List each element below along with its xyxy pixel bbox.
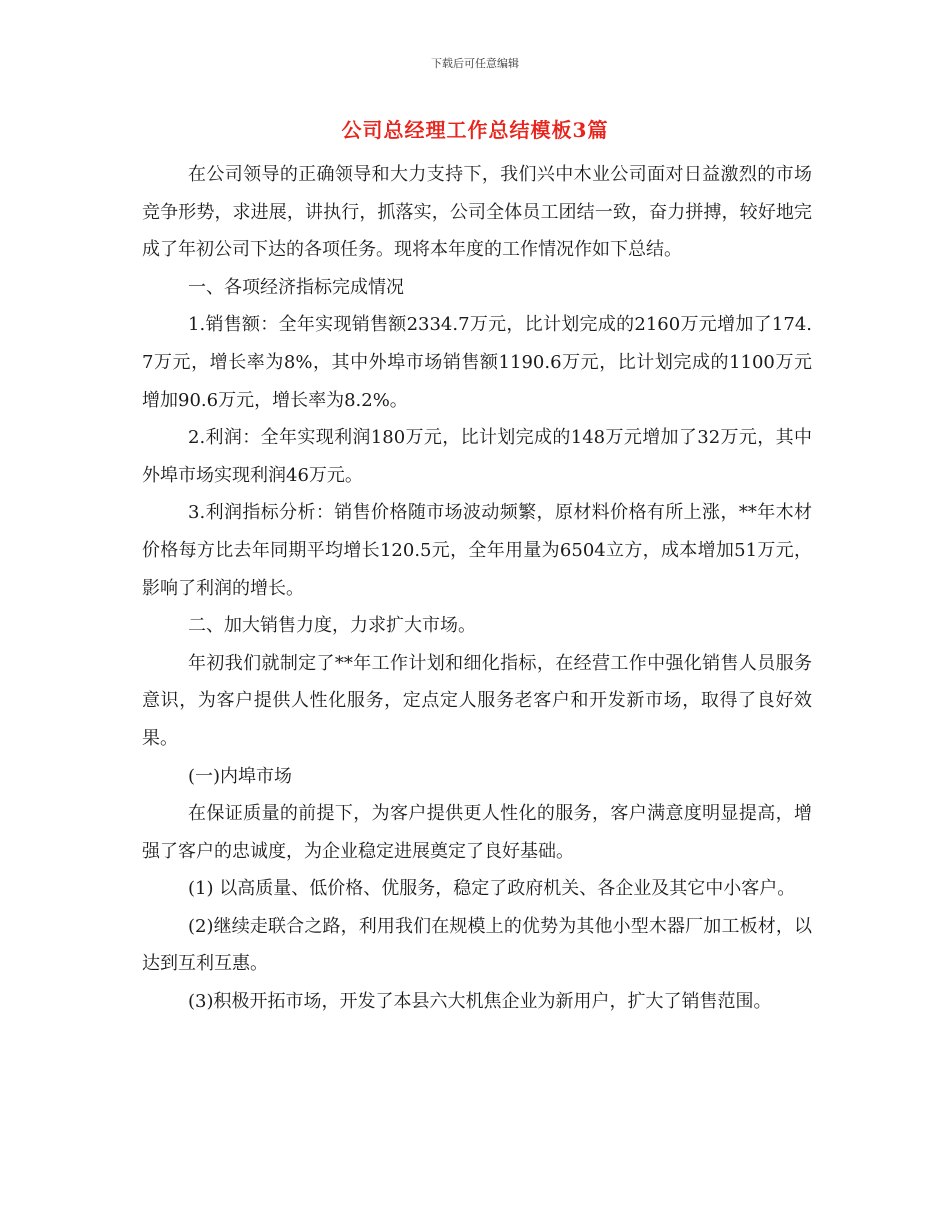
list-item-2: (2)继续走联合之路，利用我们在规模上的优势为其他小型木器厂加工板材，以达到互利互惠。 [142, 915, 812, 975]
document-body [142, 156, 812, 1021]
paragraph-domestic-market: 在保证质量的前提下，为客户提供更人性化的服务，客户满意度明显提高，增强了客户的忠诚度，为企业稳定进展奠定了良好基础。 [142, 803, 812, 862]
list-item-1: (1) 以高质量、低价格、优服务，稳定了政府机关、各企业及其它中小客户。 [188, 878, 796, 900]
paragraph-annual-plan: 年初我们就制定了**年工作计划和细化指标，在经营工作中强化销售人员服务意识，为客户提供人性化服务，定点定人服务老客户和开发新市场，取得了良好效果。 [142, 652, 812, 749]
section-heading-sales-effort: 二、加大销售力度，力求扩大市场。 [188, 615, 476, 637]
page-header: 下载后可任意编辑 [431, 57, 519, 70]
section-heading-economic-indicators: 一、各项经济指标完成情况 [188, 276, 404, 298]
subsection-heading-domestic-market: (一)内埠市场 [188, 765, 293, 787]
paragraph-intro: 在公司领导的正确领导和大力支持下，我们兴中木业公司面对日益激烈的市场竞争形势，求进展，讲执行，抓落实，公司全体员工团结一致，奋力拼搏，较好地完成了年初公司下达的各项任务。现将本年度的工作情况作如下总结。 [142, 164, 812, 261]
paragraph-profit-analysis: 3.利润指标分析：销售价格随市场波动频繁，原材料价格有所上涨，**年木材价格每方比去年同期平均增长120.5元，全年用量为6504立方，成本增加51万元，影响了利润的增长。 [142, 502, 812, 599]
document-title: 公司总经理工作总结模板3篇 [341, 118, 609, 142]
paragraph-sales: 1.销售额：全年实现销售额2334.7万元，比计划完成的2160万元增加了174.7万元，增长率为8%，其中外埠市场销售额1190.6万元，比计划完成的1100万元增加90.6万元，增长率为8.2%。 [142, 314, 812, 411]
list-item-3: (3)积极开拓市场，开发了本县六大机焦企业为新用户，扩大了销售范围。 [188, 991, 772, 1013]
paragraph-profit: 2.利润：全年实现利润180万元，比计划完成的148万元增加了32万元，其中外埠市场实现利润46万元。 [142, 427, 812, 486]
